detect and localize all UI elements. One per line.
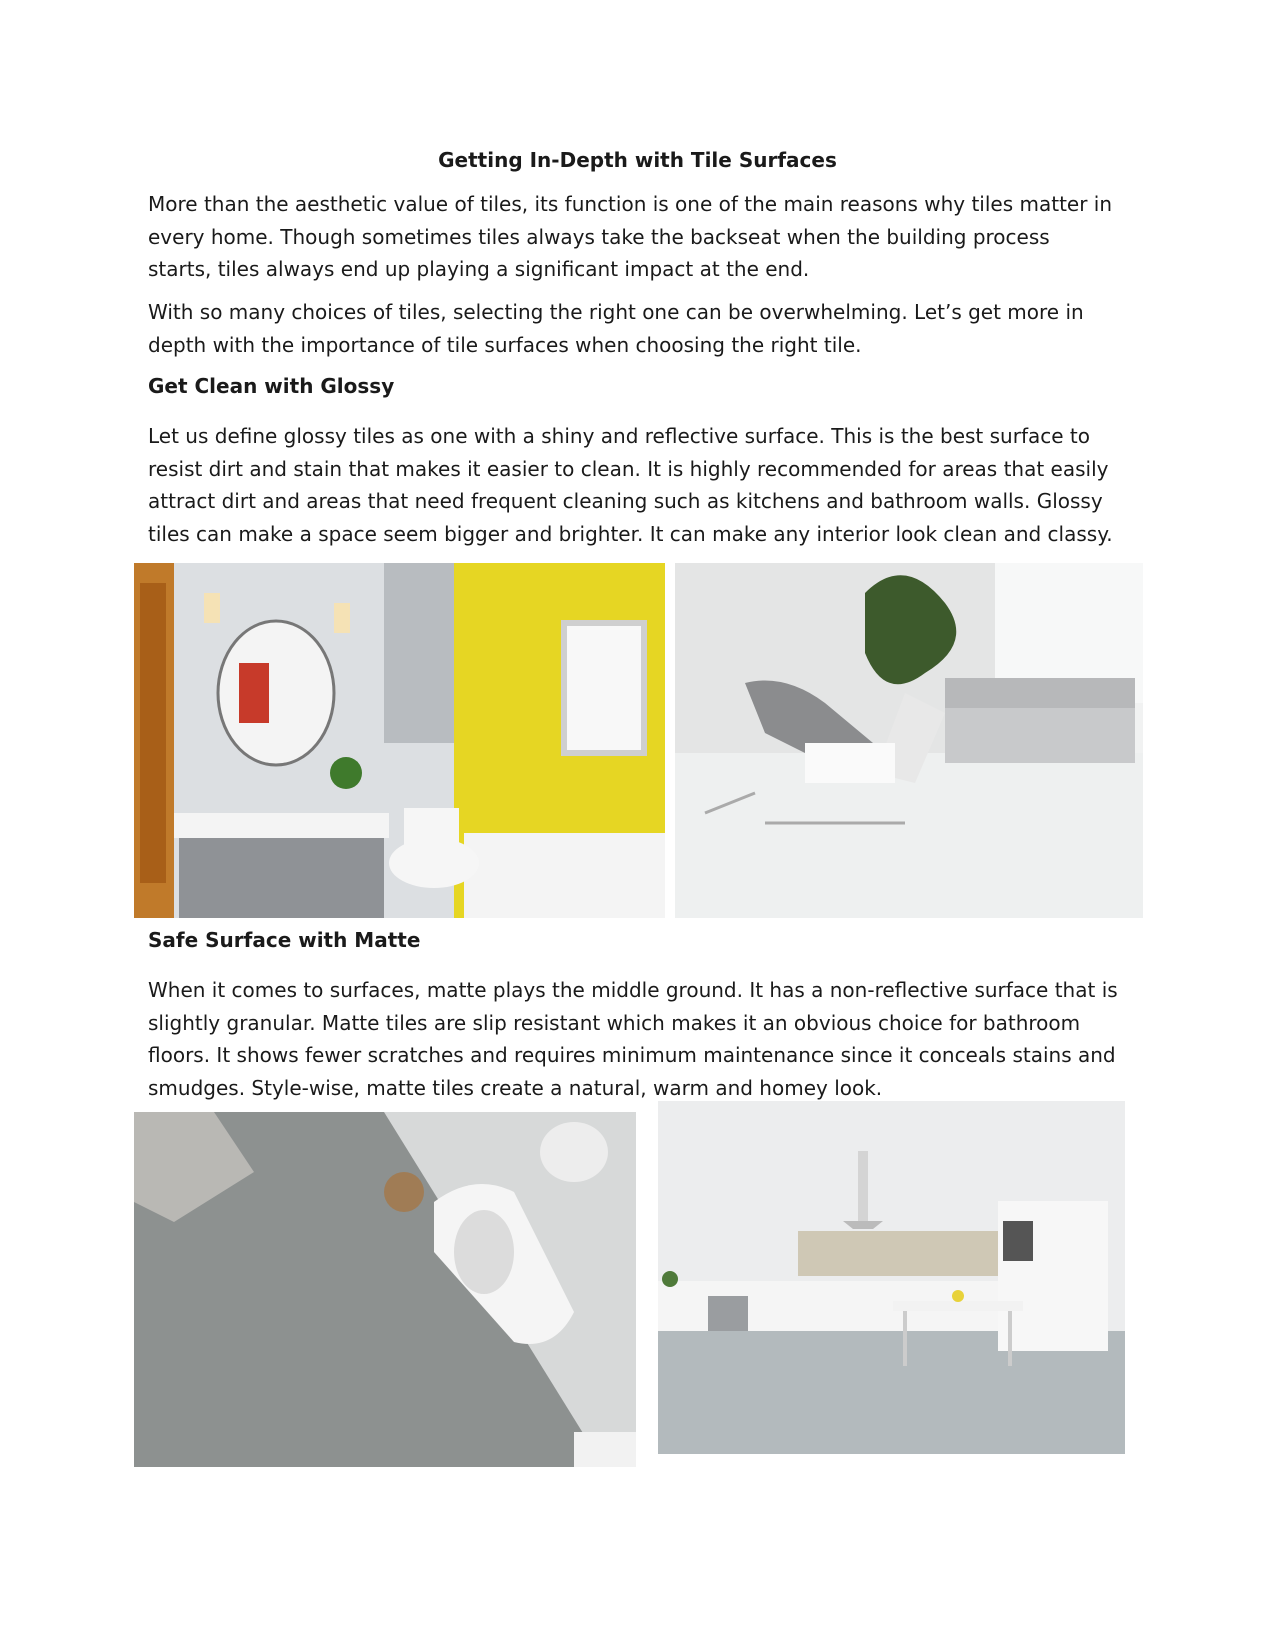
- section-heading-matte: Safe Surface with Matte: [148, 928, 421, 952]
- intro-paragraph-2: With so many choices of tiles, selecting the right one can be overwhelming. Let’s get more in depth with the importance of tile surfaces when choosing the right tile.: [148, 300, 1084, 357]
- page-title: Getting In-Depth with Tile Surfaces: [438, 148, 837, 172]
- photo-matte-kitchen: [658, 1101, 1125, 1454]
- section-paragraph-glossy: Let us define glossy tiles as one with a shiny and reflective surface. This is the best surface to resist dirt and stain that makes it easier to clean. It is highly recommended for areas that easily attract dirt and areas that need frequent cleaning such as kitchens and bathroom walls. Glossy tiles can make a space seem bigger and brighter. It can make any interior look clean and classy.: [148, 424, 1113, 546]
- photo-matte-bathroom: [134, 1112, 636, 1467]
- section-heading-glossy: Get Clean with Glossy: [148, 374, 395, 398]
- intro-paragraph-1: More than the aesthetic value of tiles, its function is one of the main reasons why tiles matter in every home. Though sometimes tiles always take the backseat when the building process starts, tiles always end up playing a significant impact at the end.: [148, 192, 1113, 281]
- section-paragraph-matte: When it comes to surfaces, matte plays the middle ground. It has a non-reflective surface that is slightly granular. Matte tiles are slip resistant which makes it an obvious choice for bathroom floors. It shows fewer scratches and requires minimum maintenance since it conceals stains and smudges. Style-wise, matte tiles create a natural, warm and homey look.: [148, 978, 1118, 1100]
- photo-glossy-bathroom: [134, 563, 665, 918]
- photo-glossy-living-room: [675, 563, 1143, 918]
